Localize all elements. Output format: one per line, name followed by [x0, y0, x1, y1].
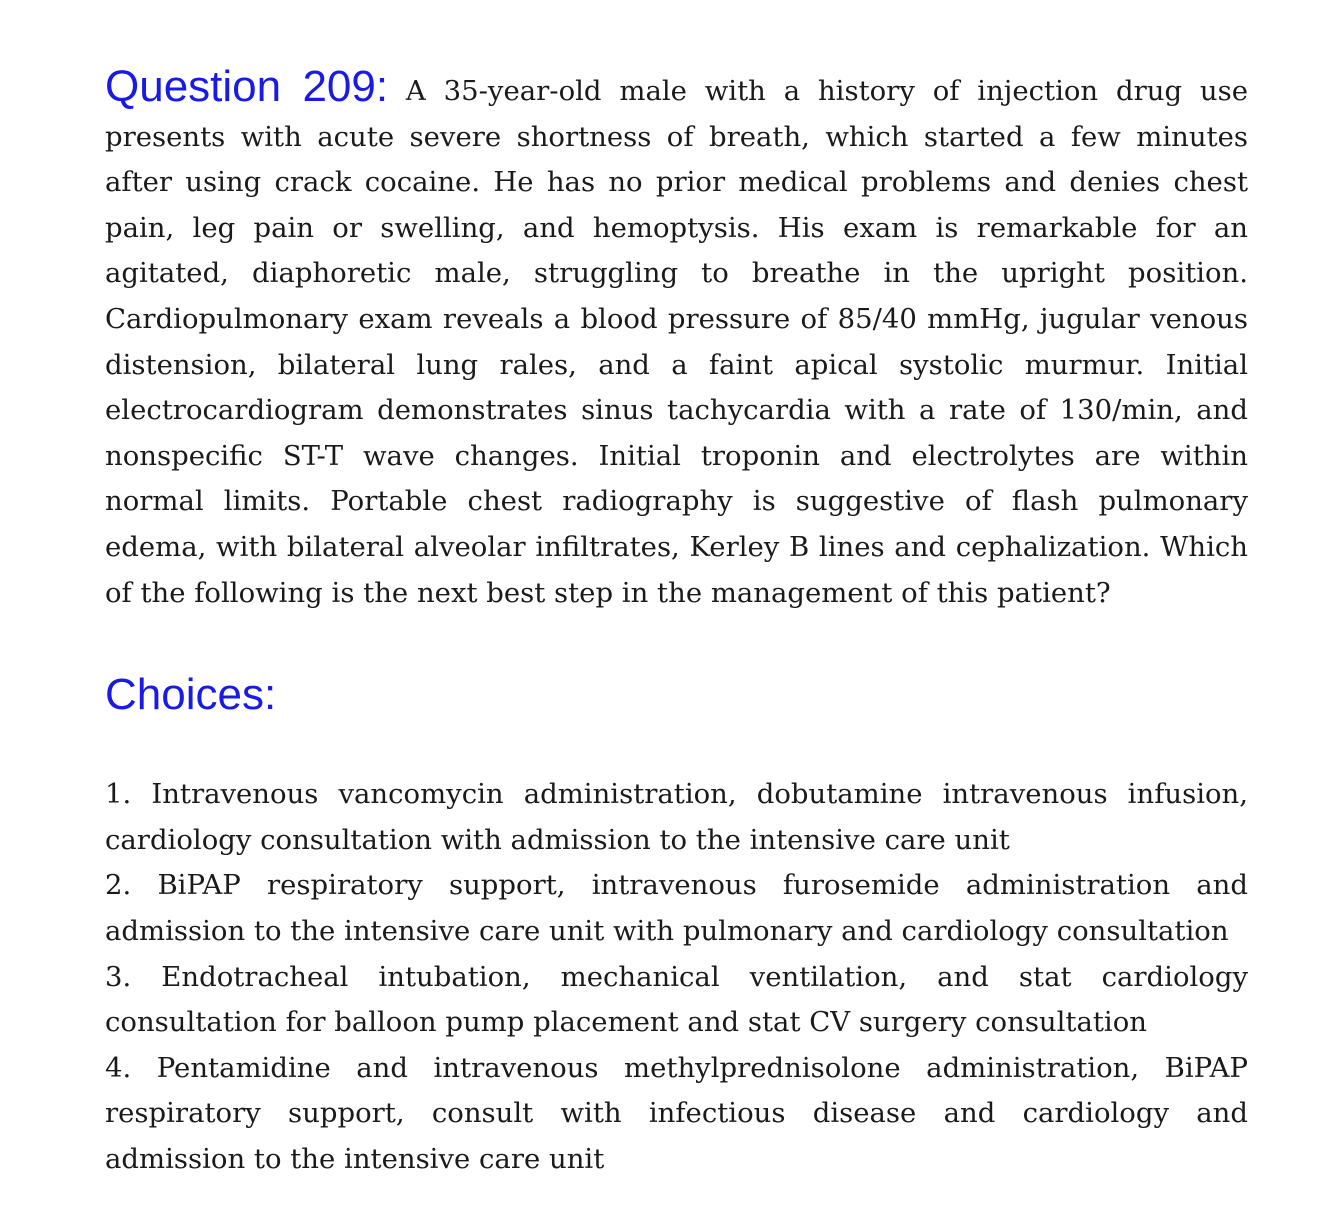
question-paragraph [105, 64, 1248, 616]
question-page [105, 64, 1248, 1182]
choices-heading: Choices: [105, 670, 277, 720]
choices-list [105, 772, 1248, 1182]
choice-3[interactable]: 3. Endotracheal intubation, mechanical ventilation, and stat cardiology consultation for balloon pump placement and stat CV surgery consultation [105, 960, 1248, 1039]
question-text: A 35-year-old male with a history of injection drug use presents with acute severe shortness of breath, which started a few minutes after using crack cocaine. He has no prior medical problems and denies chest pain, leg pain or swelling, and hemoptysis. His exam is remarkable for an agitated, diaphoretic male, struggling to breathe in the upright position. Cardiopulmonary exam reveals a blood pressure of 85/40 mmHg, jugular venous distension, bilateral lung rales, and a faint apical systolic murmur. Initial electrocardiogram demonstrates sinus tachycardia with a rate of 130/min, and nonspecific ST-T wave changes. Initial troponin and electrolytes are within normal limits. Portable chest radiography is suggestive of flash pulmonary edema, with bilateral alveolar infiltrates, Kerley B lines and cephalization. Which of the following is the next best step in the management of this patient? [105, 75, 1248, 609]
choice-2[interactable]: 2. BiPAP respiratory support, intravenous furosemide administration and admission to the intensive care unit with pulmonary and cardiology consultation [105, 869, 1248, 947]
question-label: Question 209: [105, 62, 389, 111]
choice-4[interactable]: 4. Pentamidine and intravenous methylprednisolone administration, BiPAP respiratory support, consult with infectious disease and cardiology and admission to the intensive care unit [105, 1051, 1248, 1175]
choice-1[interactable]: 1. Intravenous vancomycin administration, dobutamine intravenous infusion, cardiology consultation with admission to the intensive care unit [105, 778, 1248, 856]
